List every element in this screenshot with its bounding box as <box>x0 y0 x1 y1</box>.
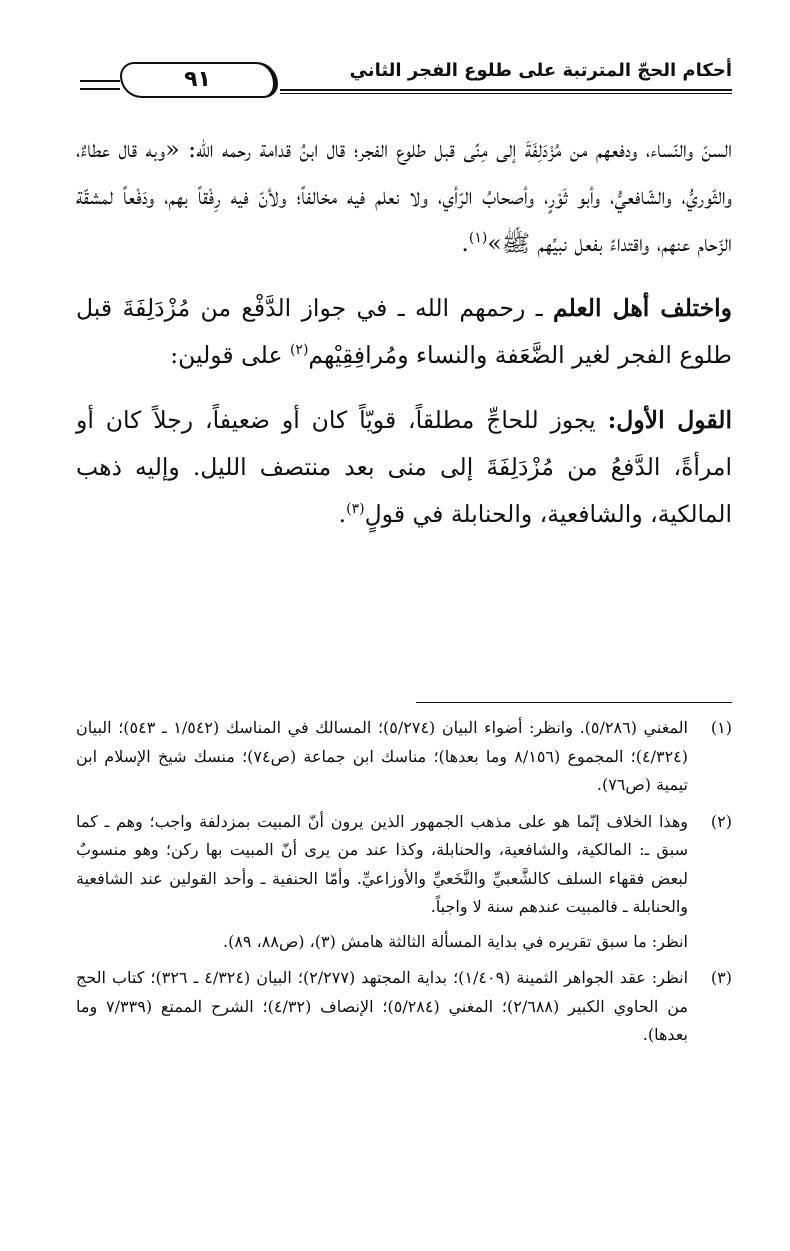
footnote-separator <box>416 702 732 703</box>
footnote-body: المغني (٥/٢٨٦). وانظر: أضواء البيان (٥/٢٧٤)؛ المسالك في المناسك (١/٥٤٢ ـ ٥٤٣)؛ البيان (٤/٣٢٤)؛ المجموع (٨/١٥٦ وما بعدها)؛ مناسك ابن جماعة (ص٧٤)؛ منسك شيخ الإسلام ابن تيمية (ص٧٦). <box>76 718 688 794</box>
paragraph-lead: القول الأول: <box>607 406 732 434</box>
footnote <box>76 808 732 957</box>
footnote-ref[interactable]: (١) <box>468 230 488 247</box>
paragraph-lead: واختلف أهل العلم <box>553 294 732 322</box>
page-number-box <box>120 62 278 98</box>
main-text <box>76 126 732 538</box>
paragraph: السنّ والنّساء، ودفعهم من مُزْدَلِفَةَ إلى مِنًى قبل طلوع الفجر؛ قال ابنُ قدامة رحمه الله: «وبه قال عطاءٌ، والثّوريُّ، والشّافعيُّ، وأبو ثَوْرٍ، وأصحابُ الرّأي، ولا نعلم فيه مخالفاً؛ ولأنّ فيه رِفْقاً بهم، ودَفْعاً لمشقّة الزّحام عنهم، واقتداءً بفعل نبيِّهم ﷺ»$^{(١)}$. <box>76 135 732 257</box>
footnote-ref[interactable]: (٣) <box>346 501 365 518</box>
paragraph: القول الأول: يجوز للحاجِّ مطلقاً، قويّاً كان أو ضعيفاً، رجلاً كان أو امرأةً، الدَّفعُ من مُزْدَلِفَةَ إلى منى بعد منتصف الليل. وإليه ذهب المالكية، والشافعية، والحنابلة في قولٍ$^{(٣)}$. <box>76 406 732 528</box>
footnotes <box>76 714 732 1050</box>
footnote-number: (٣) <box>710 968 732 987</box>
header-ornament-lines <box>80 80 120 90</box>
footnote <box>76 714 732 800</box>
footnote-body: انظر: عقد الجواهر الثمينة (١/٤٠٩)؛ بداية المجتهد (٢/٢٧٧)؛ البيان (٤/٣٢٤ ـ ٣٢٦)؛ كتاب الحج من الحاوي الكبير (٢/٦٨٨)؛ المغني (٥/٢٨٤)؛ الإنصاف (٤/٣٢)؛ الشرح الممتع (٧/٣٣٩ وما بعدها). <box>76 968 689 1044</box>
footnote-number: (٢) <box>710 811 732 831</box>
running-header <box>80 56 732 104</box>
chapter-title: أحكام الحجّ المترتبة على طلوع الفجر الثاني <box>349 60 732 81</box>
paragraph: واختلف أهل العلم ـ رحمهم الله ـ في جواز الدَّفْع من مُزْدَلِفَةَ قبل طلوع الفجر لغير الضَّعَفة والنساء ومُرافِقِيْهم$^{(٢)}$ على قولين: <box>76 294 732 369</box>
footnote-number: (١) <box>710 718 732 737</box>
header-rule <box>280 89 732 94</box>
footnote-ref[interactable]: (٢) <box>289 342 309 359</box>
footnote <box>76 964 732 1050</box>
page-number: ٩١ <box>184 67 211 92</box>
footnote-body: وهذا الخلاف إنّما هو على مذهب الجمهور الذين يرون أنّ المبيت بمزدلفة واجب؛ وهم ـ كما سبق ـ: المالكية، والشافعية، والحنابلة، وكذا عند من يرى أنّ المبيت بها ركن؛ وهو منسوبٌ لبعض فقهاء السلف كالشَّعبيِّ والنَّخَعيِّ والأوزاعيِّ. وأمّا الحنفية ـ وأحد القولين عند الشافعية والحنابلة ـ فالمبيت عندهم سنة لا واجباً. انظر: ما سبق تقريره في بداية المسألة الثالثة هامش (٣)، (ص٨٨، ٨٩). <box>76 811 688 951</box>
